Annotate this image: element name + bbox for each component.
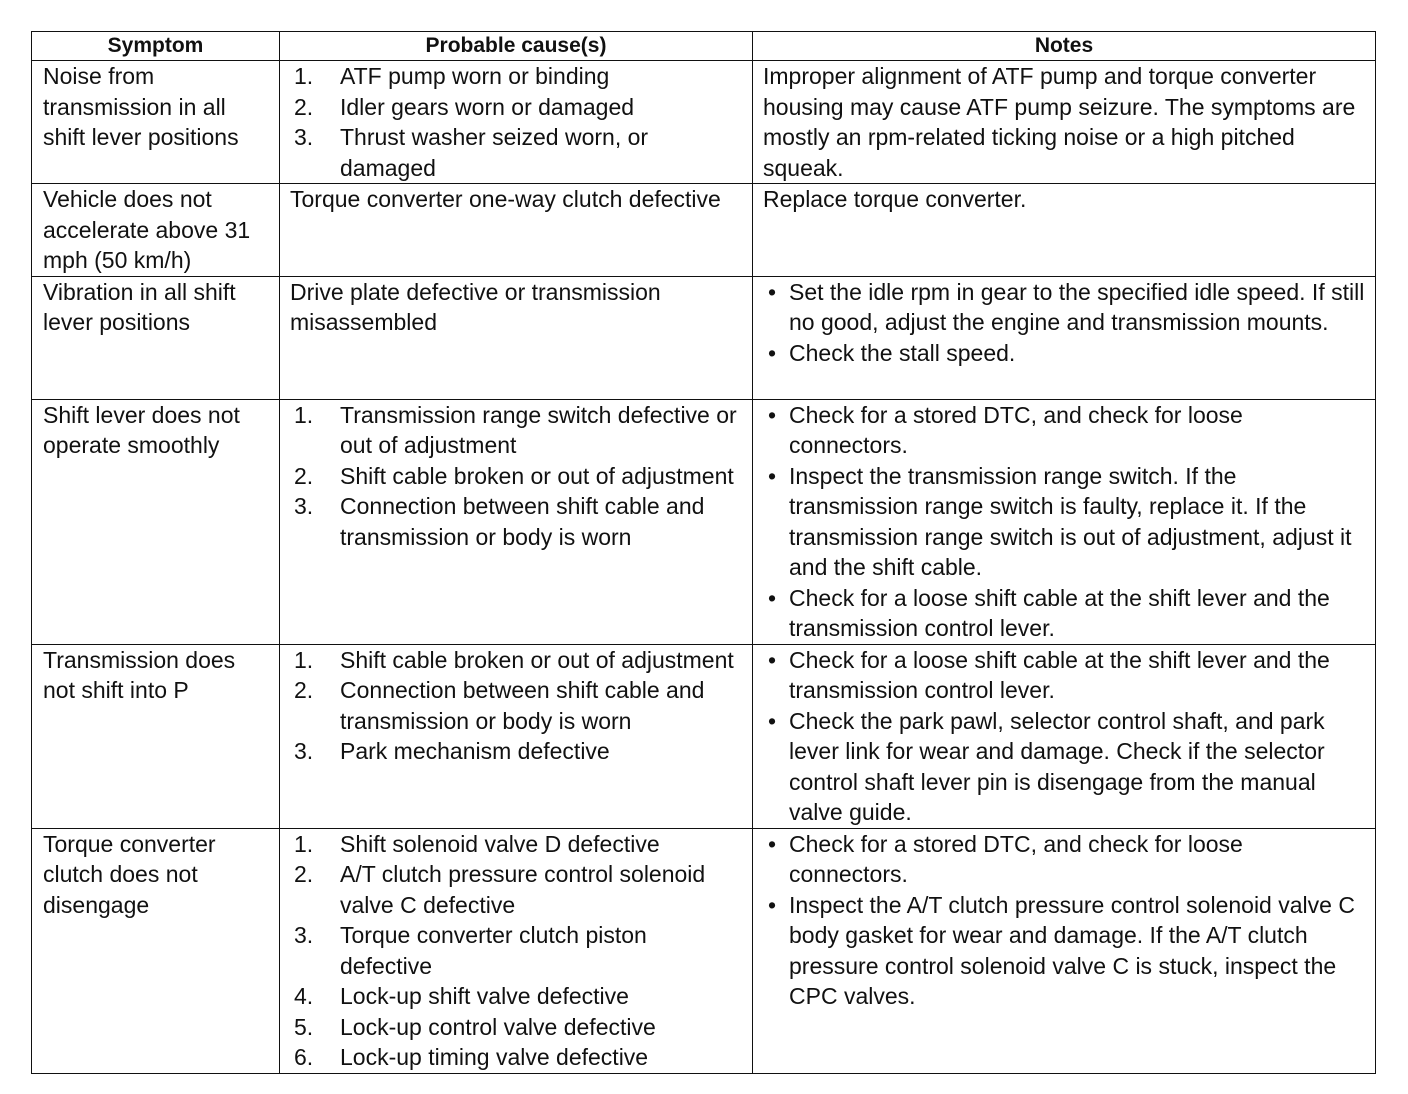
notes-cell: [753, 828, 1376, 1073]
cause-item: [290, 645, 742, 676]
symptom-cell: Vehicle does not accelerate above 31 mph (50 km/h): [32, 184, 280, 277]
cause-item: [290, 122, 742, 183]
cause-number: 5.: [294, 1013, 314, 1040]
symptom-cell: Transmission does not shift into P: [32, 644, 280, 828]
bullet-icon: •: [768, 278, 777, 305]
cause-number: 3.: [294, 124, 314, 150]
cause-number: 4.: [294, 983, 314, 1009]
troubleshooting-table: [31, 31, 1376, 1074]
note-item: [763, 706, 1365, 828]
cause-text: Connection between shift cable and transmission or body is worn: [340, 493, 705, 550]
table-row: [32, 644, 1376, 828]
cause-item: [290, 491, 742, 552]
cause-text: Park mechanism defective: [340, 738, 610, 764]
notes-list: [763, 277, 1365, 369]
cause-text: A/T clutch pressure control solenoid valve C defective: [340, 861, 706, 918]
cause-list: [290, 400, 742, 553]
bullet-icon: •: [768, 646, 777, 673]
cause-text: Lock-up control valve defective: [340, 1013, 656, 1040]
cause-number: 3.: [294, 922, 314, 948]
cause-number: 1.: [294, 646, 314, 673]
table-row: [32, 61, 1376, 184]
cause-item: [290, 1012, 742, 1043]
note-text: Check for a loose shift cable at the shift lever and the transmission control lever.: [789, 646, 1330, 703]
cause-text: Shift solenoid valve D defective: [340, 830, 660, 857]
cause-text: Connection between shift cable and transmission or body is worn: [340, 677, 705, 734]
cause-item: [290, 675, 742, 736]
note-text: Check the stall speed.: [789, 339, 1016, 366]
note-item: [763, 645, 1365, 706]
cause-list: [290, 61, 742, 183]
cause-item: [290, 920, 742, 981]
note-text: Check for a loose shift cable at the shift lever and the transmission control lever.: [789, 584, 1330, 641]
bullet-icon: •: [768, 339, 777, 366]
table-row: [32, 828, 1376, 1073]
note-item: [763, 890, 1365, 1012]
note-text: Improper alignment of ATF pump and torque converter housing may cause ATF pump seizure. The symptoms are mostly an rpm-related ticking noise or a high pitched squeak.: [763, 63, 1356, 181]
cause-number: 1.: [294, 63, 314, 89]
bullet-icon: •: [768, 462, 777, 489]
symptom-cell: Vibration in all shift lever positions: [32, 276, 280, 399]
notes-cell: [753, 184, 1376, 277]
notes-list: [763, 400, 1365, 644]
bullet-icon: •: [768, 891, 777, 918]
note-text: Replace torque converter.: [763, 186, 1027, 212]
cause-text: Transmission range switch defective or out of adjustment: [340, 401, 737, 458]
note-item: [763, 829, 1365, 890]
note-item: [763, 277, 1365, 338]
note-text: Check for a stored DTC, and check for loose connectors.: [789, 830, 1243, 887]
notes-list: [763, 829, 1365, 1012]
bullet-icon: •: [768, 401, 777, 428]
cause-number: 2.: [294, 677, 314, 703]
cause-number: 2.: [294, 861, 314, 887]
bullet-icon: •: [768, 830, 777, 857]
notes-cell: [753, 61, 1376, 184]
header-probable-causes: Probable cause(s): [280, 32, 753, 61]
notes-cell: [753, 399, 1376, 644]
cause-list: [290, 829, 742, 1073]
note-text: Inspect the transmission range switch. If the transmission range switch is faulty, replace it. If the transmission range switch is out of adjustment, adjust it and the shift cable.: [789, 462, 1352, 580]
bullet-icon: •: [768, 707, 777, 734]
note-text: Inspect the A/T clutch pressure control solenoid valve C body gasket for wear and damage. If the A/T clutch pressure control solenoid valve C is stuck, inspect the CPC valves.: [789, 891, 1355, 1009]
note-text: Set the idle rpm in gear to the specified idle speed. If still no good, adjust the engine and transmission mounts.: [789, 278, 1365, 335]
cause-number: 1.: [294, 830, 314, 857]
cause-item: [290, 829, 742, 860]
note-item: [763, 461, 1365, 583]
cause-item: [290, 1042, 742, 1073]
probable-cause-cell: [280, 276, 753, 399]
note-text: Check the park pawl, selector control shaft, and park lever link for wear and damage. Check if the selector control shaft lever pin is disengage from the manual valve guide.: [789, 707, 1325, 825]
notes-cell: [753, 644, 1376, 828]
cause-number: 3.: [294, 738, 314, 764]
bullet-icon: •: [768, 584, 777, 611]
probable-cause-cell: [280, 644, 753, 828]
cause-text: Thrust washer seized worn, or damaged: [340, 124, 649, 181]
notes-cell: [753, 276, 1376, 399]
cause-item: [290, 859, 742, 920]
table-body: [32, 61, 1376, 1074]
cause-item: [290, 736, 742, 767]
cause-text: Torque converter one-way clutch defective: [290, 186, 721, 212]
cause-text: ATF pump worn or binding: [340, 63, 610, 89]
header-symptom: Symptom: [32, 32, 280, 61]
note-text: Check for a stored DTC, and check for loose connectors.: [789, 401, 1243, 458]
table-row: [32, 399, 1376, 644]
cause-number: 6.: [294, 1044, 314, 1070]
cause-item: [290, 461, 742, 492]
cause-number: 2.: [294, 93, 314, 120]
probable-cause-cell: [280, 399, 753, 644]
note-item: [763, 583, 1365, 644]
symptom-cell: Shift lever does not operate smoothly: [32, 399, 280, 644]
note-item: [763, 338, 1365, 369]
cause-text: Lock-up timing valve defective: [340, 1044, 649, 1070]
probable-cause-cell: [280, 184, 753, 277]
cause-text: Drive plate defective or transmission misassembled: [290, 278, 661, 335]
probable-cause-cell: [280, 828, 753, 1073]
cause-item: [290, 92, 742, 123]
cause-number: 3.: [294, 493, 314, 519]
note-item: [763, 400, 1365, 461]
cause-item: [290, 981, 742, 1012]
header-row: [32, 32, 1376, 61]
cause-text: Torque converter clutch piston defective: [340, 922, 647, 979]
cause-list: [290, 645, 742, 767]
cause-text: Lock-up shift valve defective: [340, 983, 629, 1009]
cause-number: 1.: [294, 401, 314, 428]
table-row: [32, 276, 1376, 399]
notes-list: [763, 645, 1365, 828]
symptom-cell: Noise from transmission in all shift lever positions: [32, 61, 280, 184]
probable-cause-cell: [280, 61, 753, 184]
symptom-cell: Torque converter clutch does not disengage: [32, 828, 280, 1073]
cause-text: Shift cable broken or out of adjustment: [340, 646, 734, 673]
cause-item: [290, 400, 742, 461]
cause-item: [290, 61, 742, 92]
cause-text: Shift cable broken or out of adjustment: [340, 462, 734, 489]
header-notes: Notes: [753, 32, 1376, 61]
table-row: [32, 184, 1376, 277]
cause-number: 2.: [294, 462, 314, 489]
cause-text: Idler gears worn or damaged: [340, 93, 635, 120]
